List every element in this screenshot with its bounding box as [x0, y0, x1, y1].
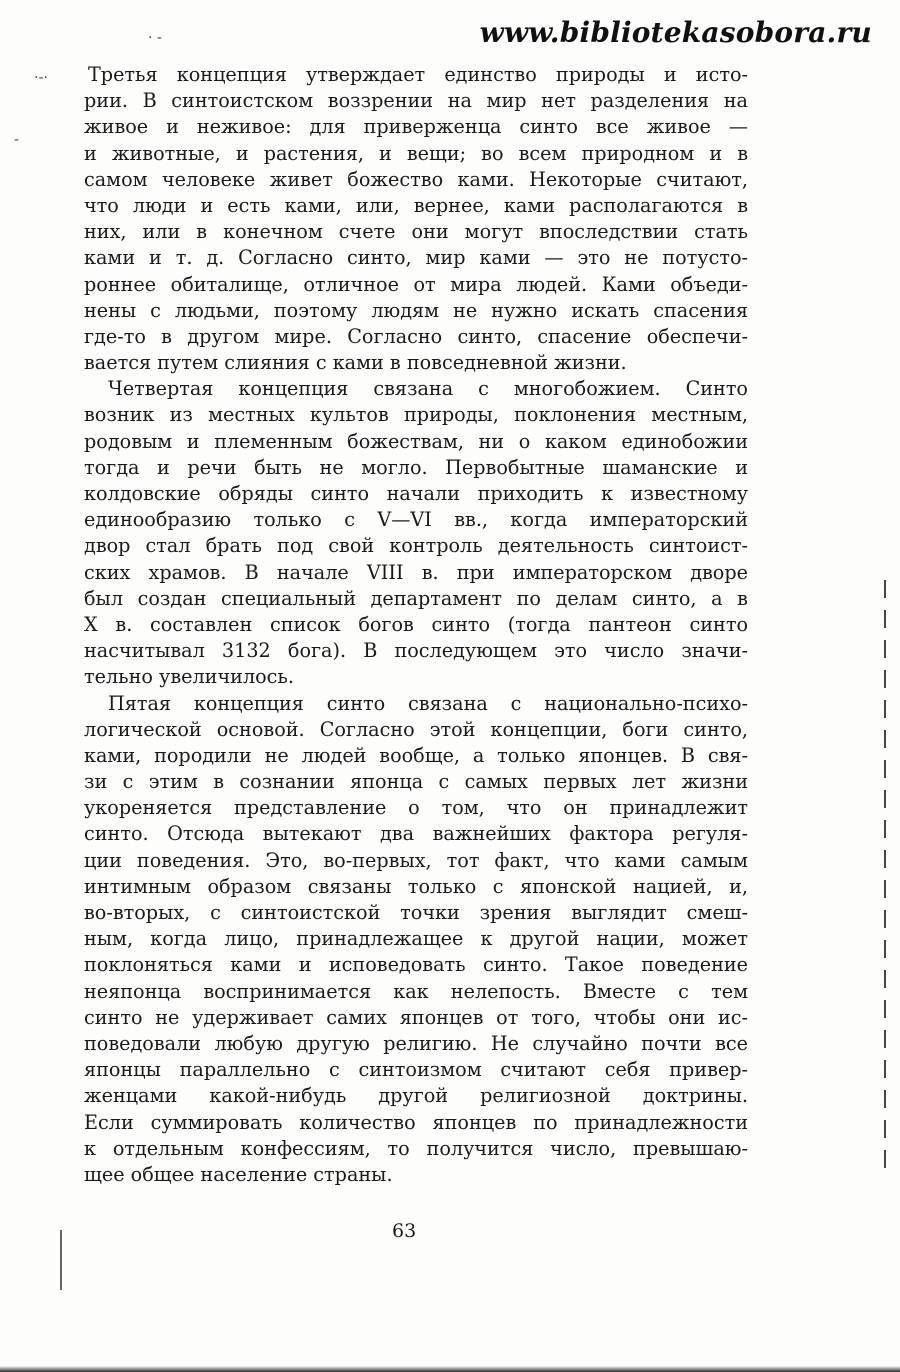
text-line: был создан специальный департамент по делам синто, а в — [84, 586, 748, 610]
text-line: самом человеке живет божество ками. Некоторые считают, — [84, 167, 748, 191]
text-line: ками, породили не людей вообще, а только японцев. В свя- — [84, 743, 748, 767]
scan-bottom-edge — [0, 1366, 900, 1372]
text-line: роннее обиталище, отличное от мира людей. Ками объеди- — [84, 272, 748, 296]
text-line: синто. Отсюда вытекают два важнейших фактора регуля- — [84, 822, 748, 846]
text-line: логической основой. Согласно этой концепции, боги синто, — [84, 717, 748, 741]
text-line: синто не удерживает самих японцев от того, чтобы они ис- — [84, 1005, 748, 1029]
text-line: зи с этим в сознании японца с самых первых лет жизни — [84, 770, 748, 794]
text-line: Третья концепция утверждает единство природы и исто- — [88, 63, 748, 86]
body-text — [84, 62, 748, 1188]
text-line: интимным образом связаны только с японской нацией, и, — [84, 874, 748, 898]
text-line: во-вторых, с синтоистской точки зрения выглядит смеш- — [84, 901, 748, 924]
text-line: ции поведения. Это, во-первых, тот факт, что ками самым — [84, 848, 748, 872]
text-line: Пятая концепция синто связана с национально-психо- — [108, 691, 748, 715]
margin-speck: ·-· — [34, 70, 48, 86]
text-line: к отдельным конфессиям, то получится число, превышаю- — [84, 1136, 748, 1160]
text-line: поклоняться ками и исповедовать синто. Такое поведение — [84, 953, 748, 977]
text-line: укореняется представление о том, что он принадлежит — [84, 796, 748, 820]
text-line: поведовали любую другую религию. Не случайно почти все — [84, 1031, 748, 1055]
text-line: ным, когда лицо, принадлежащее к другой нации, может — [84, 927, 748, 951]
text-line: живое и неживое: для приверженца синто все живое — — [84, 115, 748, 139]
text-line: Четвертая концепция связана с многобожием. Синто — [108, 377, 748, 401]
text-line: вается путем слияния с ками в повседневной жизни. — [84, 351, 627, 375]
scan-edge-mark — [884, 580, 886, 1180]
text-line: двор стал брать под свой контроль деятельность синтоист- — [84, 534, 748, 558]
text-line: японцы параллельно с синтоизмом считают себя привер- — [84, 1058, 748, 1082]
text-line: Если суммировать количество японцев по принадлежности — [84, 1110, 748, 1134]
text-line: X в. составлен список богов синто (тогда пантеон синто — [84, 612, 748, 636]
text-line: щее общее население страны. — [84, 1162, 393, 1186]
text-line: рии. В синтоистском воззрении на мир нет разделения на — [84, 89, 748, 113]
text-line: них, или в конечном счете они могут впоследствии стать — [84, 220, 748, 244]
page-number: 63 — [392, 1220, 417, 1242]
text-line: женцами какой-нибудь другой религиозной доктрины. — [84, 1084, 748, 1108]
margin-speck: - — [14, 132, 20, 148]
site-watermark: www.bibliotekasobora.ru — [479, 16, 872, 49]
text-line: ками и т. д. Согласно синто, мир ками — это не потусто- — [84, 246, 748, 270]
text-line: тельно увеличилось. — [84, 665, 294, 689]
text-line: единообразию только с V—VI вв., когда императорский — [84, 508, 748, 532]
text-line: и животные, и растения, и вещи; во всем природном и в — [84, 141, 748, 165]
margin-speck: · - — [148, 30, 162, 46]
text-line: насчитывал 3132 бога). В последующем это число значи- — [84, 639, 748, 663]
text-line: возник из местных культов природы, поклонения местным, — [84, 403, 748, 427]
text-line: родовым и племенным божествам, ни о каком единобожии — [84, 429, 748, 453]
text-line: тогда и речи быть не могло. Первобытные шаманские и — [84, 455, 748, 479]
text-line: где-то в другом мире. Согласно синто, спасение обеспечи- — [84, 324, 748, 348]
text-line: нены с людьми, поэтому людям не нужно искать спасения — [84, 298, 748, 322]
text-line: неяпонца воспринимается как нелепость. Вместе с тем — [84, 979, 748, 1003]
text-line: что люди и есть ками, или, вернее, ками располагаются в — [84, 193, 748, 217]
scan-edge-mark — [60, 1230, 62, 1290]
text-line: колдовские обряды синто начали приходить к известному — [84, 482, 748, 505]
text-line: ских храмов. В начале VIII в. при императорском дворе — [84, 560, 748, 584]
